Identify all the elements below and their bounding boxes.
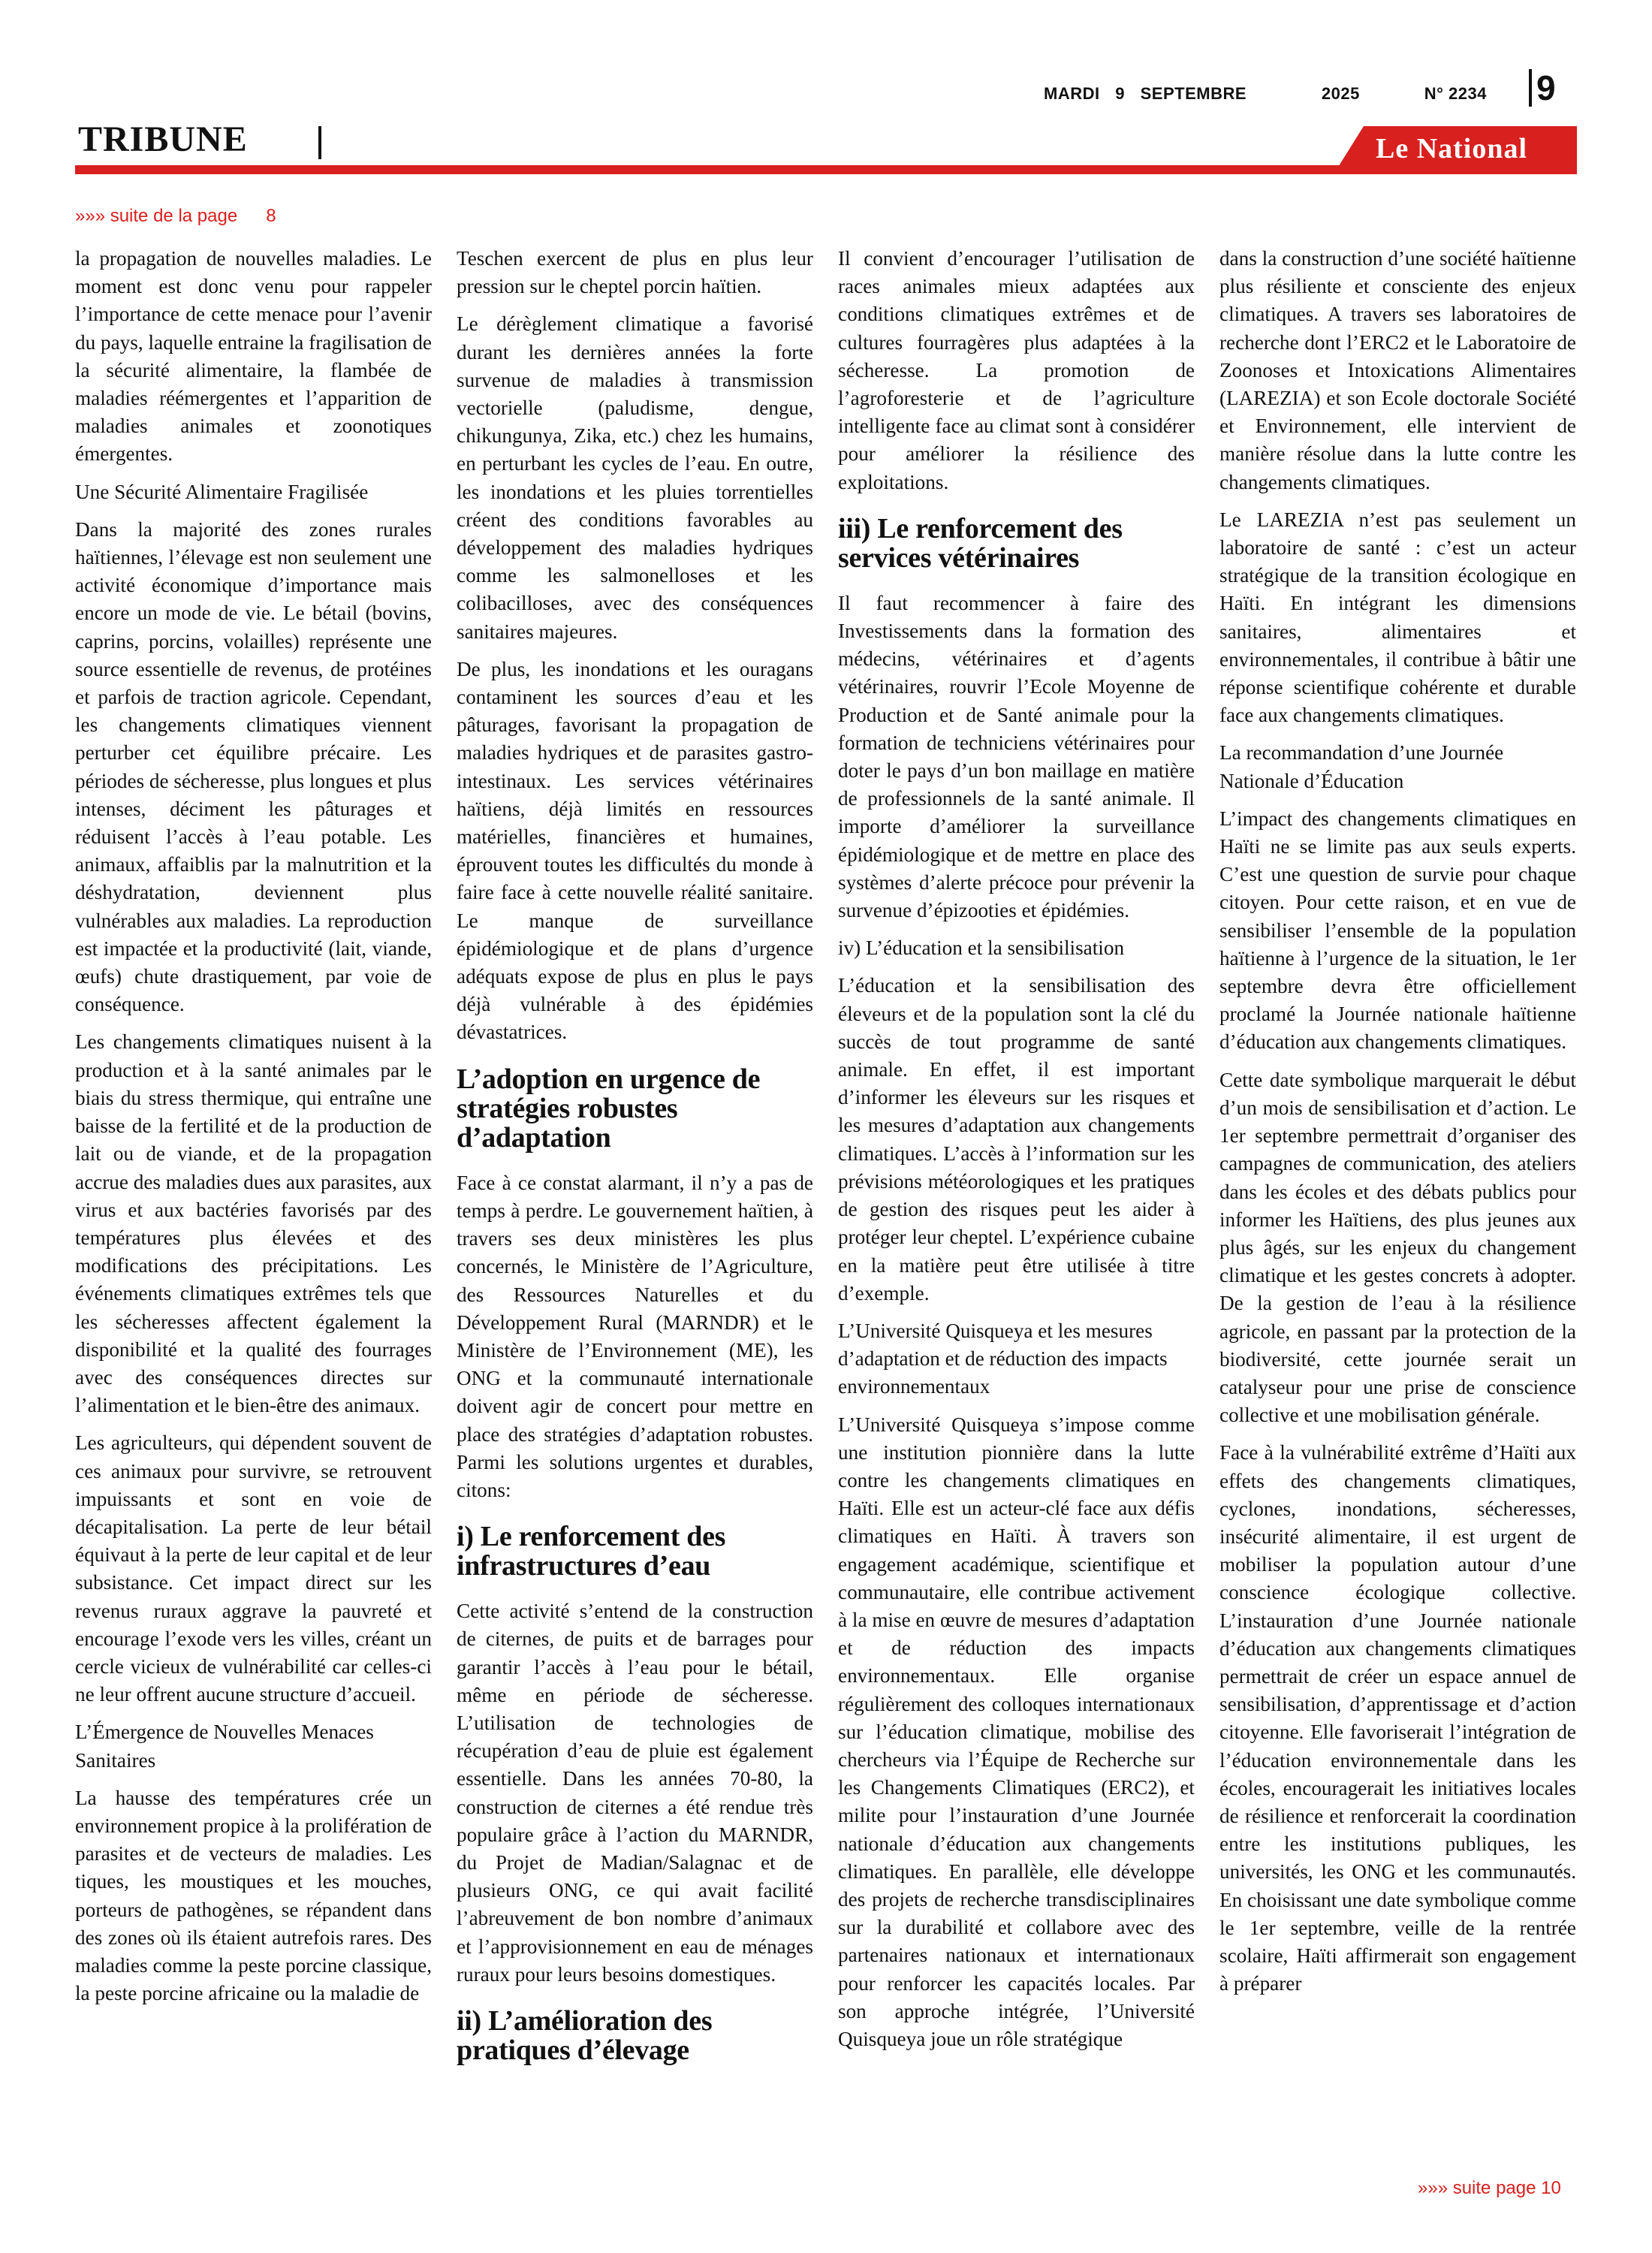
paragraph: Cette activité s’entend de la construction de citernes, de puits et de barrages pour garantir l’accès à l’eau pour le bétail, même en période de sécheresse. L’utilisation de technologies de récupération d’eau de pluie est également essentielle. Dans les années 70-80, la construction de citernes a été rendue très populaire grâce à l’action du MARNDR, du Projet de Madian/Salagnac et de plusieurs ONG, ce qui avait facilité l’abreuvement de bon nombre d’animaux et l’approvisionnement en eau de ménages ruraux pour leurs besoins domestiques.	[457, 1600, 813, 1986]
issue-number: N° 2234	[1424, 84, 1487, 103]
paragraph: Le dérèglement climatique a favorisé durant les dernières années la forte survenue de maladies à transmission vectorielle (paludisme, dengue, chikungunya, Zika, etc.) chez les humains, en perturbant les cycles de l’eau. En outre, les inondations et les pluies torrentielles créent des conditions favorables au développement des maladies hydriques comme les salmonelloses et les colibacilloses, avec des conséquences sanitaires majeures.	[457, 312, 813, 643]
subheading: iv) L’éducation et la sensibilisation	[838, 936, 1125, 960]
paragraph: L’éducation et la sensibilisation des éleveurs et de la population sont la clé du succès de tout programme de santé animale. En effet, il est important d’informer les éleveurs sur les risques et les mesures d’adaptation aux changements climatiques. L’accès à l’information sur les prévisions météorologiques et les pratiques de gestion des risques peut les aider à protéger leur cheptel. L’expérience cubaine en la matière peut être utilisée à titre d’exemple.	[838, 974, 1195, 1304]
issue-info-bar	[1044, 84, 1487, 104]
subheading: Une Sécurité Alimentaire Fragilisée	[75, 480, 369, 503]
paragraph: De plus, les inondations et les ouragans contaminent les sources d’eau et les pâturages, favorisant la propagation de maladies hydriques et de parasites gastro-intestinaux. Les services vétérinaires haïtiens, déjà limités en ressources matérielles, financières et humaines, éprouvent toutes les difficultés du monde à faire face à cette nouvelle réalité sanitaire. Le manque de surveillance épidémiologique et de plans d’urgence adéquats expose de plus en plus le pays déjà vulnérable à des épidémies dévastatrices.	[457, 657, 813, 1044]
paragraph: Il faut recommencer à faire des Investissements dans la formation des médecins, vétérinaires et d’agents vétérinaires, rouvrir l’Ecole Moyenne de Production et de Santé animale pour la formation de techniciens vétérinaires pour doter le pays d’un bon maillage en matière de professionnels de la santé animale. Il importe d’améliorer la surveillance épidémiologique et de mettre en place des systèmes d’alerte précoce pour prévenir la survenue d’épizooties et épidémies.	[838, 591, 1195, 922]
paragraph: Face à la vulnérabilité extrême d’Haïti aux effets des changements climatiques, cyclones, inondations, sécheresses, insécurité alimentaire, il est urgent de mobiliser la population autour d’une conscience écologique collective. L’instauration d’une Journée nationale d’éducation aux changements climatiques permettrait de créer un espace annuel de sensibilisation, d’apprentissage et d’action citoyenne. Elle favoriserait l’intégration de l’éducation environnementale dans les écoles, encouragerait les initiatives locales de résilience et renforcerait la coordination entre les institutions publiques, les universités, les ONG et les communautés. En choisissant une date symbolique comme le 1er septembre, veille de la rentrée scolaire, Haïti affirmerait son engagement à préparer	[1219, 1441, 1576, 1995]
issue-month: SEPTEMBRE	[1140, 84, 1247, 103]
paragraph: La hausse des températures crée un environnement propice à la prolifération de parasites et de vecteurs de maladies. Les tiques, les moustiques et les mouches, porteurs de pathogènes, se répandent dans des zones où ils étaient autrefois rares. Des maladies comme la peste porcine classique, la peste porcine africaine ou la maladie de	[75, 1786, 432, 2005]
page-number-divider	[1529, 69, 1532, 107]
subheading: L’Émergence de Nouvelles Menaces Sanitaires	[75, 1721, 374, 1772]
paragraph: Les changements climatiques nuisent à la production et à la santé animales par le biais du stress thermique, qui entraîne une baisse de la fertilité et de la production de lait ou de viande, et de la propagation accrue des maladies dues aux parasites, aux virus et aux bactéries favorisés par des températures plus élevées et des modifications des précipitations. Les événements climatiques extrêmes tels que les sécheresses affectent également la disponibilité et la qualité des fourrages avec des conséquences directes sur l’alimentation et le bien-être des animaux.	[75, 1030, 432, 1417]
continued-to-link[interactable]: »»» suite page 10	[1418, 2178, 1561, 2198]
section-heading: i) Le renforcement des infrastructures d’eau	[457, 1521, 726, 1582]
paragraph: Face à ce constat alarmant, il n’y a pas de temps à perdre. Le gouvernement haïtien, à travers ses deux ministères les plus concernés, le Ministère de l’Agriculture, des Ressources Naturelles et du Développement Rural (MARNDR) et le Ministère de l’Environnement (ME), les ONG et la communauté internationale doivent agir de concert pour mettre en place des stratégies d’adaptation robustes. Parmi les solutions urgentes et durables, citons:	[457, 1171, 813, 1501]
issue-date	[1044, 84, 1257, 104]
paragraph: Le LAREZIA n’est pas seulement un laboratoire de santé : c’est un acteur stratégique de la transition écologique en Haïti. En intégrant les dimensions sanitaires, alimentaires et environnementales, il contribue à bâtir une réponse scientifique cohérente et durable face aux changements climatiques.	[1219, 508, 1576, 727]
page-number: 9	[1536, 68, 1556, 107]
section-title-divider	[318, 126, 321, 159]
section-title: TRIBUNE	[78, 119, 248, 159]
paragraph: L’impact des changements climatiques en Haïti ne se limite pas aux seuls experts. C’est une question de survie pour chaque citoyen. Pour cette raison, et en vue de sensibiliser l’ensemble de la population haïtienne à l’urgence de la situation, le 1er septembre devra être officiellement proclamé la Journée nationale haïtienne d’éducation aux changements climatiques.	[1219, 807, 1576, 1054]
subheading: La recommandation d’une Journée Nationale d’Éducation	[1219, 741, 1504, 792]
article-column-2	[457, 245, 813, 2082]
issue-day: MARDI	[1044, 84, 1100, 103]
issue-date-number: 9	[1115, 84, 1125, 103]
continued-from-link[interactable]	[75, 206, 276, 227]
paragraph: Il convient d’encourager l’utilisation de races animales mieux adaptées aux conditions climatiques extrêmes et de cultures fourragères plus adaptées à la sécheresse. La promotion de l’agroforesterie et de l’agriculture intelligente face au climat sont à considérer pour améliorer la résilience des exploitations.	[838, 247, 1195, 493]
paragraph: la propagation de nouvelles maladies. Le moment est donc venu pour rappeler l’importance de cette menace pour l’avenir du pays, laquelle entraine la fragilisation de la sécurité alimentaire, la flambée de maladies réémergentes et l’apparition de maladies animales et zoonotiques émergentes.	[75, 247, 432, 466]
paragraph: Teschen exercent de plus en plus leur pression sur le cheptel porcin haïtien.	[457, 247, 813, 298]
section-heading: L’adoption en urgence de stratégies robustes d’adaptation	[457, 1063, 761, 1154]
subheading: L’Université Quisqueya et les mesures d’adaptation et de réduction des impacts environnementaux	[838, 1319, 1168, 1398]
paragraph: Les agriculteurs, qui dépendent souvent de ces animaux pour survivre, se retrouvent impuissants et sont en voie de décapitalisation. La perte de leur bétail équivaut à la perte de leur capital et de leur subsistance. Cet impact direct sur les revenus ruraux aggrave la pauvreté et encourage l’exode vers les villes, créant un cercle vicieux de vulnérabilité car celles-ci ne leur offrent aucune structure d’accueil.	[75, 1431, 432, 1706]
section-heading: iii) Le renforcement des services vétérinaires	[838, 512, 1123, 574]
section-heading: ii) L’amélioration des pratiques d’élevage	[457, 2004, 713, 2066]
paragraph: L’Université Quisqueya s’impose comme une institution pionnière dans la lutte contre les changements climatiques en Haïti. Elle est un acteur-clé face aux défis climatiques en Haïti. À travers son engagement académique, scientifique et communautaire, elle contribue activement à la mise en œuvre de mesures d’adaptation et de réduction des impacts environnementaux. Elle organise régulièrement des colloques internationaux sur l’éducation climatique, mobilise des chercheurs via l’Équipe de Recherche sur les Changements Climatiques (ERC2), et milite pour l’instauration d’une Journée nationale d’éducation aux changements climatiques. En parallèle, elle développe des projets de recherche transdisciplinaires sur la durabilité et collabore avec des partenaires nationaux et internationaux pour renforcer les capacités locales. Par son approche intégrée, l’Université Quisqueya joue un rôle stratégique	[838, 1413, 1195, 2050]
brand-logo: Le National	[1376, 133, 1528, 164]
continued-from-page: 8	[266, 206, 276, 226]
issue-year: 2025	[1321, 84, 1360, 103]
paragraph: Cette date symbolique marquerait le début d’un mois de sensibilisation et d’action. Le 1er septembre permettrait d’organiser des campagnes de communication, des ateliers dans les écoles et des débats publics pour informer les Haïtiens, des plus jeunes aux plus âgés, sur les enjeux du changement climatique et les gestes concrets à adopter. De la gestion de l’eau à la résilience agricole, en passant par la protection de la biodiversité, cette journée serait un catalyseur pour une prise de conscience collective et une mobilisation générale.	[1219, 1068, 1576, 1427]
paragraph: Dans la majorité des zones rurales haïtiennes, l’élevage est non seulement une activité économique d’importance mais encore un mode de vie. Le bétail (bovins, caprins, porcins, volailles) représente une source essentielle de revenus, de protéines et parfois de traction agricole. Cependant, les changements climatiques viennent perturber cet équilibre précaire. Les périodes de sécheresse, plus longues et plus intenses, déciment les pâturages et réduisent l’accès à l’eau potable. Les animaux, affaiblis par la malnutrition et la déshydratation, deviennent plus vulnérables aux maladies. La reproduction est impactée et la productivité (lait, viande, œufs) chute drastiquement, par voie de conséquence.	[75, 517, 432, 1016]
paragraph: dans la construction d’une société haïtienne plus résiliente et consciente des enjeux climatiques. A travers ses laboratoires de recherche dont l’ERC2 et le Laboratoire de Zoonoses et Intoxications Alimentaires (LAREZIA) et son Ecole doctorale Société et Environnement, elle intervient de manière résolue dans la lutte contre les changements climatiques.	[1219, 247, 1576, 493]
article-column-3	[838, 245, 1195, 2063]
article-column-1	[75, 245, 432, 2017]
continued-from-text: »»» suite de la page	[75, 206, 238, 226]
article-column-4	[1219, 245, 1576, 2007]
